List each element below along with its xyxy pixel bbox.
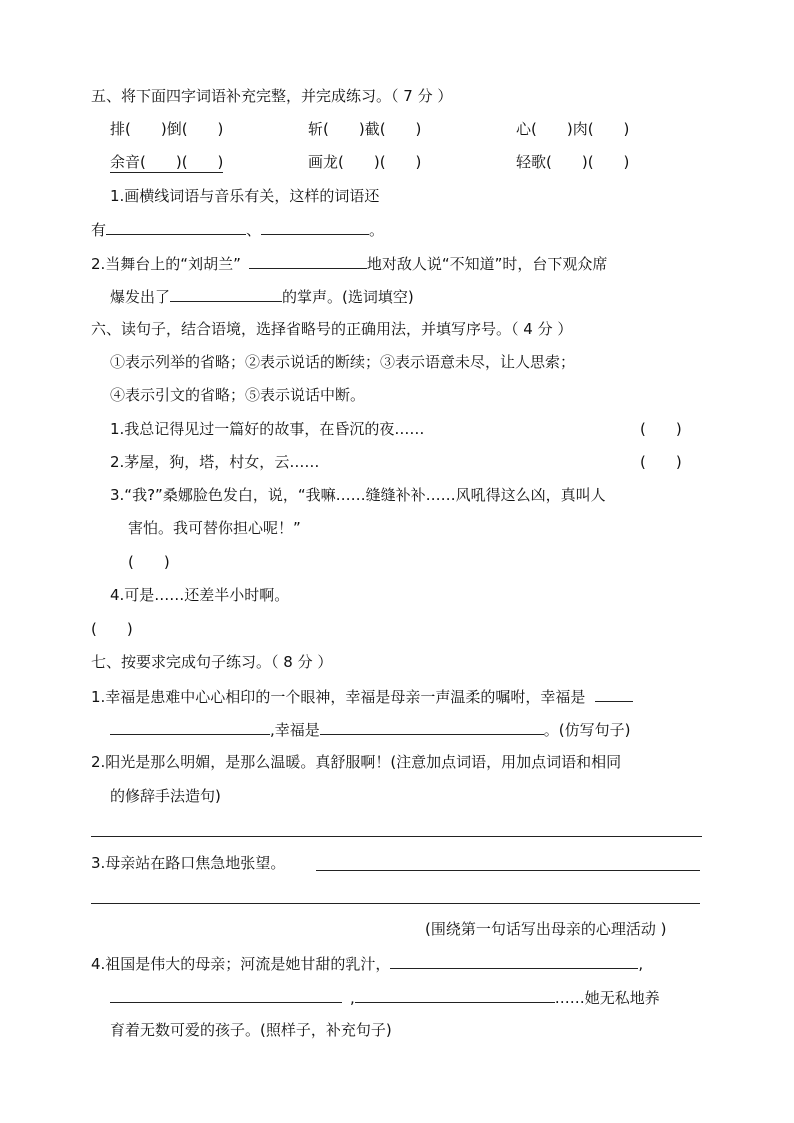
s5-q2-line1: [91, 253, 607, 274]
section-5-heading: 五、将下面四字词语补充完整，并完成练习。（ 7 分 ）: [91, 87, 453, 105]
s6-options-line1: ①表示列举的省略；②表示说话的断续；③表示语意未尽，让人思索；: [110, 353, 576, 371]
s5-q1-sep: 、: [246, 221, 262, 239]
s5-q2-post: 地对敌人说“不知道”时，台下观众席: [366, 255, 608, 273]
s6-q1: 1.我总记得见过一篇好的故事，在昏沉的夜……: [110, 420, 425, 438]
s7-q3-note: (围绕第一句话写出母亲的心理活动 ): [425, 920, 667, 938]
answer-paren[interactable]: ( ): [640, 420, 682, 438]
s5-q1-prefix: 有: [91, 221, 107, 239]
answer-line[interactable]: [91, 836, 702, 837]
s7-q1-text: 1.幸福是患难中心心相印的一个眼神，幸福是母亲一声温柔的嘱咐，幸福是: [91, 688, 586, 706]
idiom-1-3: 心( )肉( ): [516, 120, 630, 138]
s6-q4: 4.可是……还差半小时啊。: [110, 586, 290, 604]
answer-blank[interactable]: [106, 219, 246, 235]
s5-q2-pre: 2.当舞台上的“刘胡兰”: [91, 255, 241, 273]
s7-q1-mid: ,幸福是: [270, 721, 320, 739]
s7-q4-text: 4.祖国是伟大的母亲；河流是她甘甜的乳汁，: [91, 955, 391, 973]
s6-q3-line2: 害怕。我可替你担心呢！”: [128, 519, 301, 537]
answer-line[interactable]: [91, 903, 700, 904]
answer-blank[interactable]: [249, 253, 367, 269]
answer-blank[interactable]: [110, 719, 270, 735]
s7-q3-line: [91, 853, 285, 873]
s6-options-line2: ④表示引文的省略；⑤表示说话中断。: [110, 386, 366, 404]
s7-q4-line2-post: ……她无私地养: [554, 989, 660, 1007]
s7-q1-line1: [91, 686, 633, 707]
answer-paren[interactable]: ( ): [91, 620, 133, 638]
s7-q1-line2: [110, 719, 631, 740]
idiom-2-1: 余音( )( ): [110, 153, 224, 171]
s7-q4-line3: 育着无数可爱的孩子。(照样子，补充句子): [110, 1021, 392, 1039]
answer-line[interactable]: [316, 870, 700, 871]
s7-q3-text: 3.母亲站在路口焦急地张望。: [91, 854, 286, 872]
section-6-heading: 六、读句子，结合语境，选择省略号的正确用法，并填写序号。（ 4 分 ）: [91, 320, 573, 338]
idiom-1-2: 斩( )截( ): [308, 120, 422, 138]
s5-q1-end: 。: [369, 221, 385, 239]
s7-q4-mid: ,: [350, 989, 355, 1007]
answer-paren[interactable]: ( ): [640, 453, 682, 471]
s5-q2-line2-post: 的掌声。(选词填空): [282, 288, 414, 306]
s7-q4-line1: [91, 953, 643, 974]
s6-q2: 2.茅屋，狗，塔，村女，云……: [110, 453, 320, 471]
s5-q1-text: 1.画横线词语与音乐有关，这样的词语还: [110, 187, 380, 205]
answer-blank[interactable]: [170, 286, 282, 302]
s5-q1-answer-line: [91, 219, 384, 240]
section-7-heading: 七、按要求完成句子练习。（ 8 分 ）: [91, 653, 333, 671]
s5-q2-line2-pre: 爆发出了: [110, 288, 171, 306]
s7-q1-end: 。(仿写句子): [543, 721, 631, 739]
idiom-2-3: 轻歌( )( ): [516, 153, 630, 171]
s7-q2-line2: 的修辞手法造句): [110, 787, 221, 805]
answer-blank[interactable]: [110, 987, 342, 1003]
s7-q4-line2: [110, 987, 660, 1008]
answer-blank[interactable]: [595, 686, 633, 702]
idiom-1-1: 排( )倒( ): [110, 120, 224, 138]
s5-q2-line2: [110, 286, 414, 307]
s7-q2-line1: 2.阳光是那么明媚，是那么温暖。真舒服啊！(注意加点词语，用加点词语和相同: [91, 753, 622, 771]
answer-blank[interactable]: [390, 953, 638, 969]
idiom-2-2: 画龙( )( ): [308, 153, 422, 171]
answer-paren[interactable]: ( ): [128, 553, 170, 571]
s7-q4-comma: ,: [638, 955, 644, 973]
answer-blank[interactable]: [355, 987, 555, 1003]
answer-blank[interactable]: [320, 719, 544, 735]
s6-q3-line1: 3.“我?”桑娜脸色发白，说，“我嘛……缝缝补补……风吼得这么凶，真叫人: [110, 486, 606, 504]
answer-blank[interactable]: [261, 219, 369, 235]
